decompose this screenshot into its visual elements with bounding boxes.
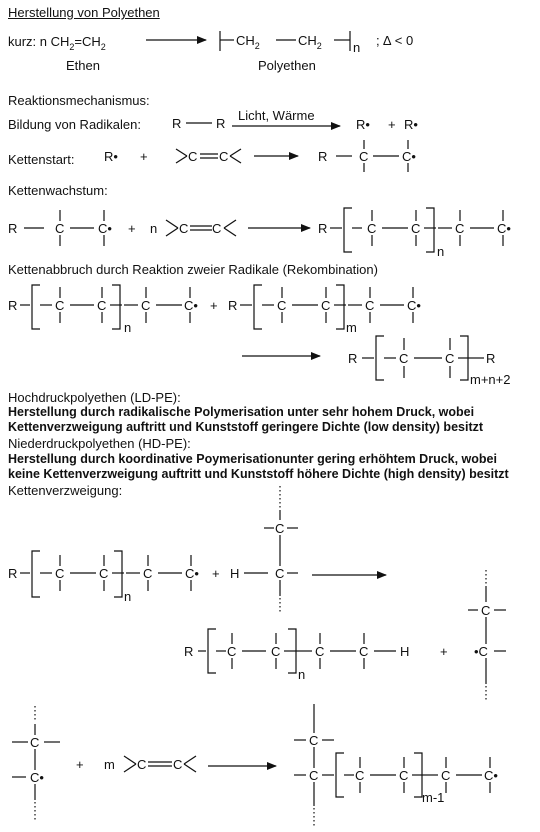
branch-C18: C <box>441 768 451 783</box>
branch-Cdot3: C• <box>484 768 498 783</box>
term-C6: C <box>365 298 375 313</box>
summary-ch2-b: $CH_2$ <box>298 33 322 51</box>
growth-plus: + <box>128 221 136 236</box>
term-C4: C <box>277 298 287 313</box>
summary-prefix: kurz: n $CH_2=CH_2$ <box>8 34 106 52</box>
radical-plus: + <box>388 117 396 132</box>
hdpe-line-2: keine Kettenverzweigung auftritt und Kunststoff höhere Dichte (high density) besitzt <box>8 467 509 481</box>
summary-n: n <box>353 40 361 55</box>
start-C3: C <box>359 149 369 164</box>
branch-C8: C <box>315 644 325 659</box>
term-R1: R <box>8 298 18 313</box>
term-C5: C <box>321 298 331 313</box>
radical-R1: R <box>172 116 182 131</box>
branch-plus1: + <box>212 566 220 581</box>
branch-C9: C <box>359 644 369 659</box>
branch-m: m <box>104 757 115 772</box>
growth-C2: C <box>179 221 189 236</box>
termination-heading: Kettenabbruch durch Reaktion zweier Radikale (Rekombination) <box>8 262 378 277</box>
branch-C13: C <box>173 757 183 772</box>
branch-C14: C <box>309 733 319 748</box>
start-C1: C <box>188 149 198 164</box>
polyethen-label: Polyethen <box>258 58 316 73</box>
growth-C1: C <box>55 221 65 236</box>
branch-C7: C <box>271 644 281 659</box>
growth-R1: R <box>8 221 18 236</box>
growth-C4: C <box>367 221 377 236</box>
start-R: R <box>318 149 328 164</box>
term-R4: R <box>486 351 496 366</box>
branch-plus2: + <box>440 644 448 659</box>
term-m: m <box>346 320 357 335</box>
term-C1: C <box>55 298 65 313</box>
ldpe-line-1: Herstellung durch radikalische Polymerisation unter sehr hohem Druck, wobei <box>8 405 475 419</box>
term-plus: + <box>210 298 218 313</box>
branch-dotC1: •C <box>474 644 488 659</box>
term-C8: C <box>445 351 455 366</box>
growth-C3: C <box>212 221 222 236</box>
term-Cdot2: C• <box>407 298 421 313</box>
growth-C6: C <box>455 221 465 236</box>
branch-Cdot2: C• <box>30 770 44 785</box>
branch-Cdot1: C• <box>185 566 199 581</box>
branch-R2: R <box>184 644 194 659</box>
summary-ch2-a: $CH_2$ <box>236 33 260 51</box>
branch-C11: C <box>30 735 40 750</box>
branch-m1: m-1 <box>422 790 445 805</box>
term-C2: C <box>97 298 107 313</box>
radical-R2: R <box>216 116 226 131</box>
branch-C3: C <box>143 566 153 581</box>
start-plus: + <box>140 149 148 164</box>
term-R3: R <box>348 351 358 366</box>
branch-C16: C <box>355 768 365 783</box>
arrow-label: Licht, Wärme <box>238 108 315 123</box>
doc-title: Herstellung von Polyethen <box>8 5 160 20</box>
ldpe-line-2: Kettenverzweigung auftritt und Kunststoff geringere Dichte (low density) besitzt <box>8 420 484 434</box>
branch-R1: R <box>8 566 18 581</box>
branch-C12: C <box>137 757 147 772</box>
branch-n2: n <box>298 667 306 682</box>
branch-plus3: + <box>76 757 84 772</box>
branch-C10: C <box>481 603 491 618</box>
ethen-label: Ethen <box>66 58 100 73</box>
branching-heading: Kettenverzweigung: <box>8 483 123 498</box>
radicals-label: Bildung von Radikalen: <box>8 117 141 132</box>
branch-n1: n <box>124 589 132 604</box>
start-Cdot: C• <box>402 149 416 164</box>
delta-h: ; ∆ < 0 <box>376 33 414 48</box>
hdpe-heading: Niederdruckpolyethen (HD-PE): <box>8 436 191 451</box>
start-C2: C <box>219 149 229 164</box>
growth-R2: R <box>318 221 328 236</box>
branch-C5: C <box>275 566 285 581</box>
mechanism-heading: Reaktionsmechanismus: <box>8 93 150 108</box>
branch-H1: H <box>230 566 240 581</box>
growth-heading: Kettenwachstum: <box>8 183 108 198</box>
branch-C15: C <box>309 768 319 783</box>
branch-H2: H <box>400 644 410 659</box>
term-n: n <box>124 320 132 335</box>
growth-C5: C <box>411 221 421 236</box>
term-C7: C <box>399 351 409 366</box>
branch-C6: C <box>227 644 237 659</box>
hdpe-line-1: Herstellung durch koordinative Poymerisationunter gering erhöhtem Druck, wobei <box>8 452 497 466</box>
term-C3: C <box>141 298 151 313</box>
growth-Cdot2: C• <box>497 221 511 236</box>
branch-C2: C <box>99 566 109 581</box>
growth-n: n <box>150 221 158 236</box>
branch-C1: C <box>55 566 65 581</box>
growth-n-sub: n <box>437 244 445 259</box>
start-Rdot: R• <box>104 149 118 164</box>
growth-Cdot1: C• <box>98 221 112 236</box>
branch-C4: C <box>275 521 285 536</box>
term-Cdot1: C• <box>184 298 198 313</box>
term-R2: R <box>228 298 238 313</box>
radical-prod1: R• <box>356 117 370 132</box>
ldpe-heading: Hochdruckpolyethen (LD-PE): <box>8 390 181 405</box>
radical-prod2: R• <box>404 117 418 132</box>
chain-start-label: Kettenstart: <box>8 152 75 167</box>
branch-C17: C <box>399 768 409 783</box>
term-subscript: m+n+2 <box>470 372 511 387</box>
